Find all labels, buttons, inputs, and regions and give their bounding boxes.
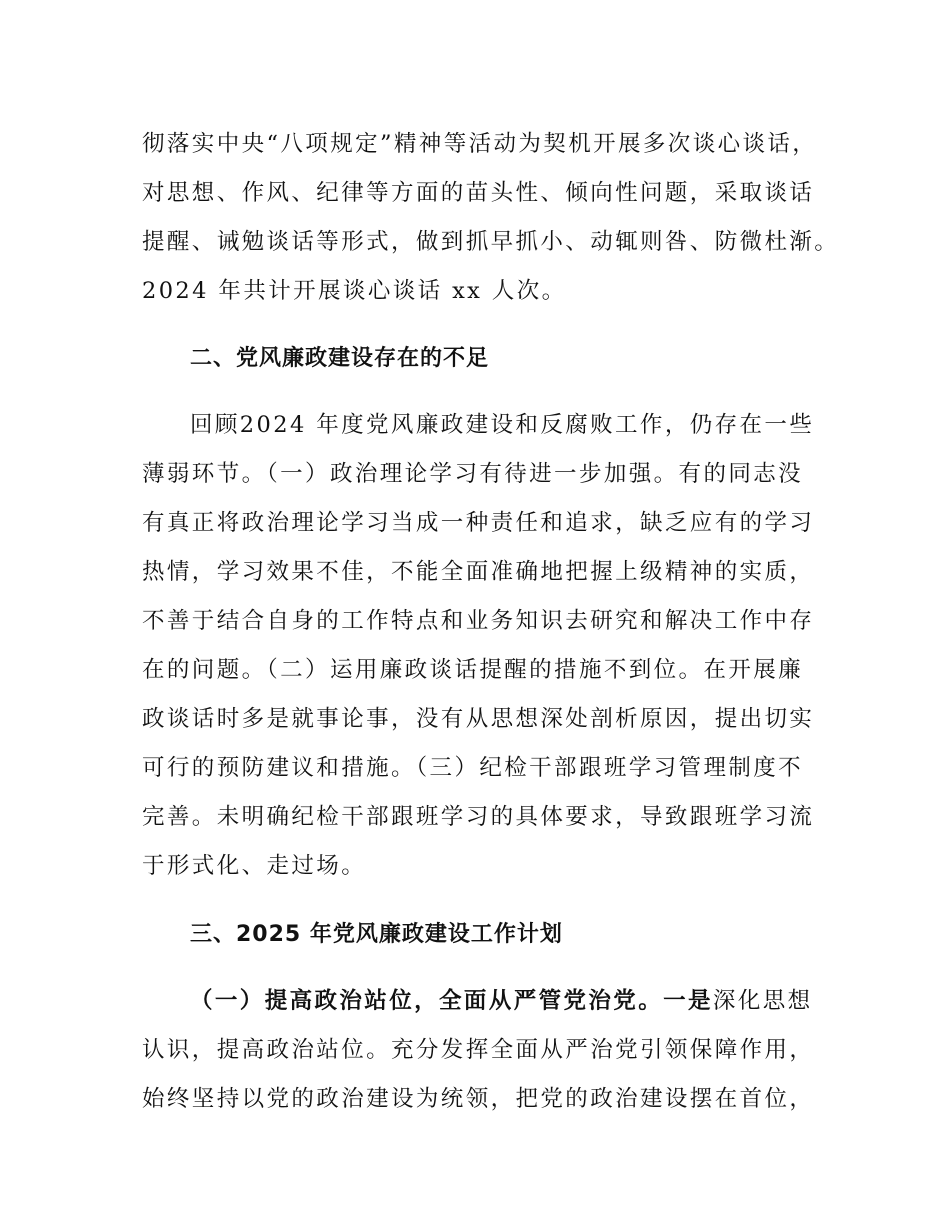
subsection-first-line (190, 986, 813, 1016)
paragraph-line: 热情，学习效果不佳，不能全面准确地把握上级精神的实质， (142, 559, 815, 585)
paragraph-line: 有真正将政治理论学习当成一种责任和追求，缺乏应有的学习 (142, 510, 815, 536)
paragraph-line: 回顾2024 年度党风廉政建设和反腐败工作，仍存在一些 (190, 412, 815, 438)
paragraph-line: 于形式化、走过场。 (142, 853, 367, 879)
paragraph-line: 不善于结合自身的工作特点和业务知识去研究和解决工作中存 (142, 608, 815, 634)
paragraph-line: 2024 年共计开展谈心谈话 xx 人次。 (142, 278, 567, 304)
paragraph-line: 在的问题。（二）运用廉政谈话提醒的措施不到位。在开展廉 (142, 657, 804, 683)
section-heading: 二、党风廉政建设存在的不足 (190, 346, 490, 371)
section-heading: 三、2025 年党风廉政建设工作计划 (190, 922, 563, 947)
subsection-heading: （一）提高政治站位，全面从严管党治党。 (190, 988, 664, 1014)
paragraph-text: 深化思想 (712, 988, 813, 1014)
paragraph-line: 始终坚持以党的政治建设为统领，把党的政治建设摆在首位， (142, 1086, 815, 1112)
paragraph-line: 完善。未明确纪检干部跟班学习的具体要求，导致跟班学习流 (142, 804, 815, 830)
paragraph-line: 对思想、作风、纪律等方面的苗头性、倾向性问题，采取谈话 (142, 180, 815, 206)
paragraph-line: 政谈话时多是就事论事，没有从思想深处剖析原因，提出切实 (142, 706, 815, 732)
paragraph-line: 认识，提高政治站位。充分发挥全面从严治党引领保障作用， (142, 1037, 815, 1063)
paragraph-line: 可行的预防建议和措施。（三）纪检干部跟班学习管理制度不 (142, 755, 804, 781)
paragraph-line: 提醒、诫勉谈话等形式，做到抓早抓小、动辄则咎、防微杜渐。 (142, 229, 840, 255)
point-label: 一是 (663, 988, 713, 1014)
paragraph-line: 薄弱环节。（一）政治理论学习有待进一步加强。有的同志没 (142, 461, 804, 487)
paragraph-line: 彻落实中央“八项规定”精神等活动为契机开展多次谈心谈话， (142, 131, 818, 157)
